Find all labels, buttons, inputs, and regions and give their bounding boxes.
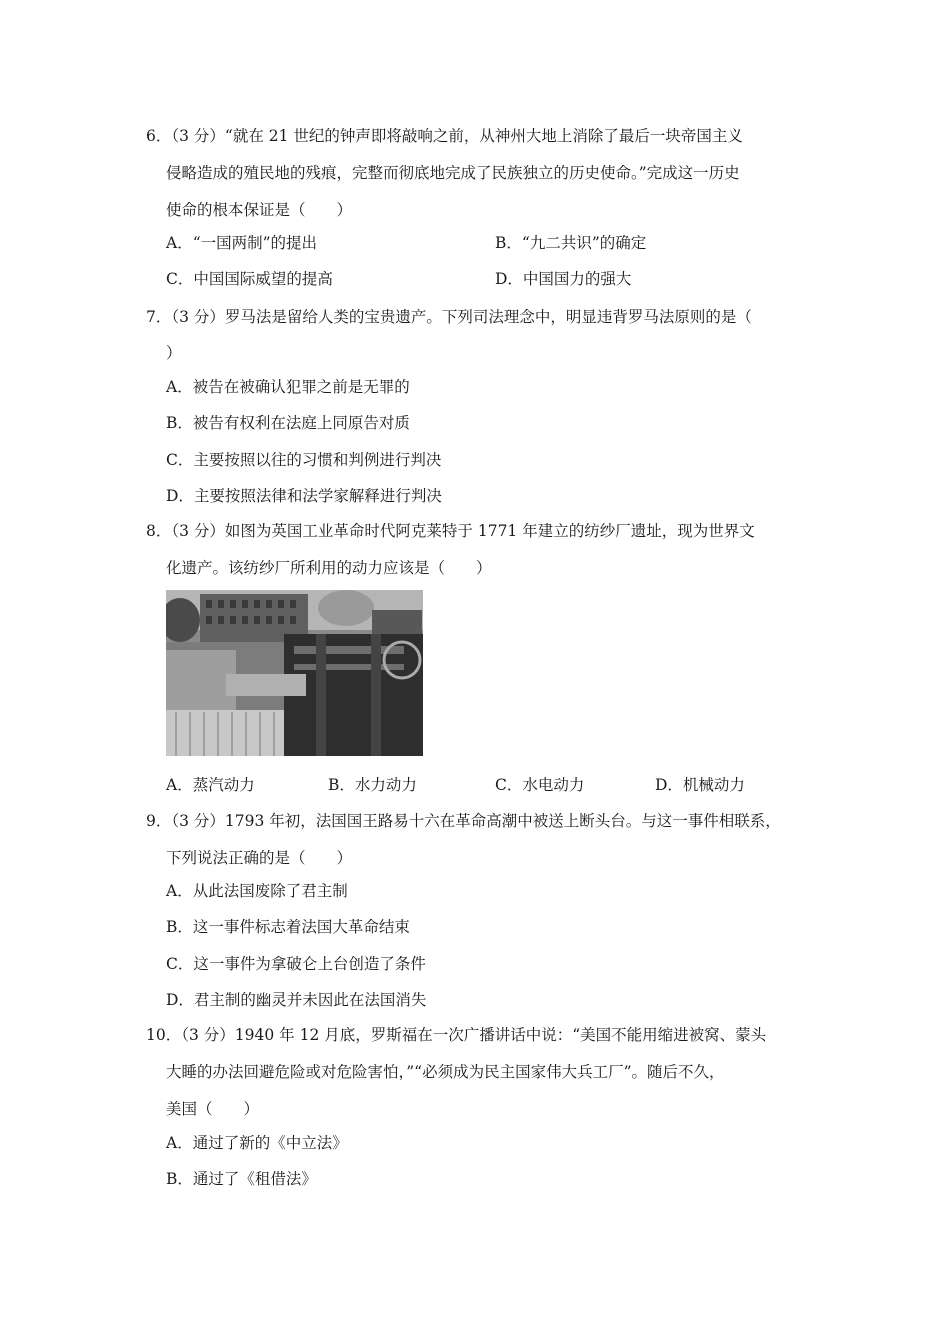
option-a: A．蒸汽动力 [166,776,255,794]
question-9-line-1 [146,811,781,831]
question-stem: 1793 年初，法国国王路易十六在革命高潮中被送上断头台。与这一事件相联系， [224,812,781,830]
option-c: C．主要按照以往的习惯和判例进行判决 [166,451,442,469]
question-score: （3 分） [171,308,225,326]
option-b: B．这一事件标志着法国大革命结束 [166,918,410,936]
option-d: D．机械动力 [655,776,745,794]
option-a: A．从此法国废除了君主制 [166,882,348,900]
question-score: （3 分） [171,812,225,830]
option-d: D．君主制的幽灵并未因此在法国消失 [166,991,427,1009]
question-stem: 美国（ ） [166,1100,260,1118]
question-number: 6． [146,127,172,145]
option-b: B．通过了《租借法》 [166,1170,317,1188]
cotton-mill-photo [166,590,423,756]
option-d: D．主要按照法律和法学家解释进行判决 [166,487,442,505]
option-b: B．“九二共识”的确定 [495,234,647,252]
option-c: C．中国国际威望的提高 [166,270,333,288]
question-score: （3 分） [171,127,225,145]
question-number: 8． [146,522,172,540]
option-c: C．水电动力 [495,776,585,794]
question-score: （3 分） [181,1026,235,1044]
question-stem: 1940 年 12 月底，罗斯福在一次广播讲话中说：“美国不能用缩进被窝、蒙头 [234,1026,767,1044]
option-d: D．中国国力的强大 [495,270,632,288]
question-stem: 侵略造成的殖民地的残痕，完整而彻底地完成了民族独立的历史使命。”完成这一历史 [166,164,740,182]
question-stem: 化遗产。该纺纱厂所利用的动力应该是（ ） [166,559,492,577]
question-stem: 大睡的办法回避危险或对危险害怕，”“必须成为民主国家伟大兵工厂”。随后不久， [166,1063,725,1081]
question-stem: “就在 21 世纪的钟声即将敲响之前，从神州大地上消除了最后一块帝国主义 [224,127,743,145]
option-b: B．被告有权利在法庭上同原告对质 [166,414,410,432]
question-stem: 使命的根本保证是（ ） [166,201,353,219]
question-stem: 下列说法正确的是（ ） [166,849,353,867]
option-a: A．“一国两制”的提出 [166,234,318,252]
question-10-line-1 [146,1025,766,1045]
question-stem: ） [166,344,182,362]
question-stem: 罗马法是留给人类的宝贵遗产。下列司法理念中，明显违背罗马法原则的是（ [224,308,752,326]
question-number: 9． [146,812,172,830]
option-c: C．这一事件为拿破仑上台创造了条件 [166,955,426,973]
question-number: 7． [146,308,172,326]
option-a: A．被告在被确认犯罪之前是无罪的 [166,378,410,396]
option-a: A．通过了新的《中立法》 [166,1134,348,1152]
option-b: B．水力动力 [328,776,417,794]
question-8-line-1 [146,521,755,541]
question-number: 10． [146,1026,182,1044]
question-stem: 如图为英国工业革命时代阿克莱特于 1771 年建立的纺纱厂遗址，现为世界文 [224,522,755,540]
question-score: （3 分） [171,522,225,540]
question-6-line-1 [146,126,743,146]
question-7-line-1 [146,307,752,327]
